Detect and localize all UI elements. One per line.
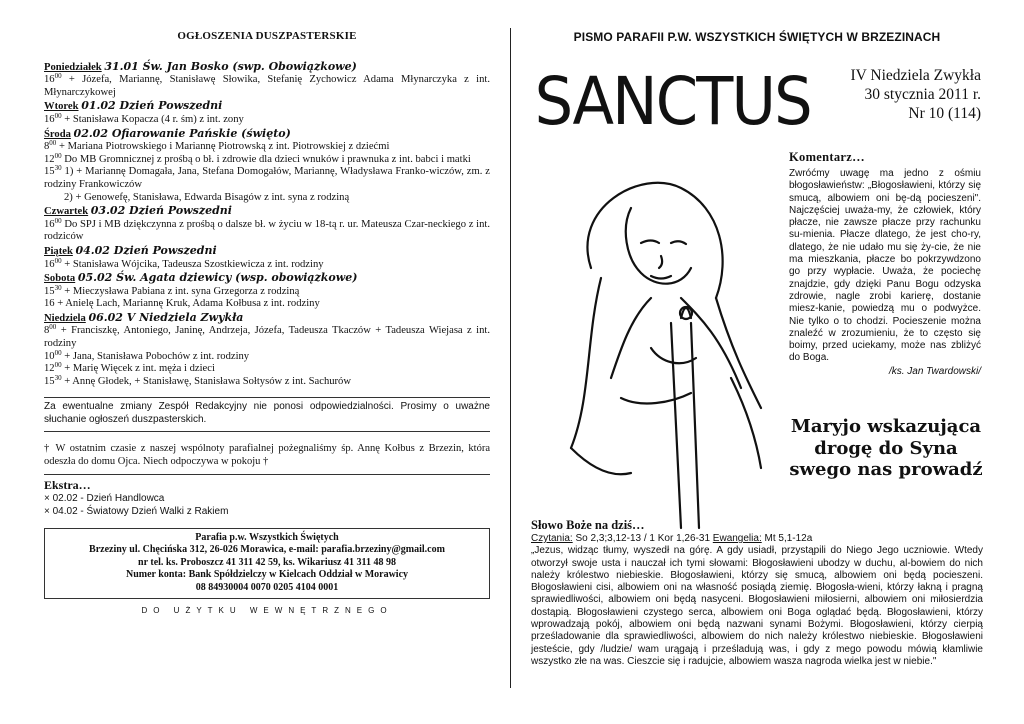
mass-intention	[44, 325, 490, 350]
mass-time-minutes: 00	[54, 111, 62, 120]
mass-time-minutes: 00	[54, 361, 62, 370]
logo-text: SANCTUS	[534, 62, 811, 140]
day-title: 01.02 Dzień Powszedni	[81, 99, 223, 113]
mass-intention	[44, 74, 490, 99]
newsletter-column	[531, 30, 983, 667]
mass-intention	[44, 256, 490, 272]
mass-intention	[44, 298, 490, 311]
mass-time: 8	[44, 325, 50, 337]
mass-time-minutes: 00	[54, 216, 62, 225]
gospel-ref: Mt 5,1-12a	[764, 533, 813, 544]
mass-time: 16	[44, 298, 55, 310]
mass-intention	[44, 141, 490, 154]
parish-contact-box	[44, 528, 490, 599]
day-heading	[44, 312, 490, 326]
mass-time-minutes: 00	[54, 256, 62, 265]
day-heading	[44, 61, 490, 75]
issue-date: 30 stycznia 2011 r.	[864, 86, 981, 103]
readings-refs: So 2,3;3,12-13 / 1 Kor 1,26-31	[575, 533, 711, 544]
mass-intention	[44, 151, 490, 167]
day-name: Niedziela	[44, 312, 86, 324]
mass-time-minutes: 30	[54, 164, 62, 173]
intention-text: + Stanisława Wójcika, Tadeusza Szostkiewicza z int. rodziny	[61, 258, 324, 270]
obituary-box: † W ostatnim czasie z naszej wspólnoty parafialnej pożegnaliśmy śp. Annę Kołbus z Brzezin, która odeszła do domu Ojca. Niech odpoczywa w pokoju †	[44, 432, 490, 475]
day-name: Sobota	[44, 273, 76, 285]
mass-intention	[44, 363, 490, 376]
day-name: Piątek	[44, 245, 73, 257]
intention-text: + Marię Więcek z int. męża i dzieci	[61, 363, 215, 375]
intention-text: + Annę Głodek, + Stanisławę, Stanisława Sołtysów z int. Sachurów	[61, 375, 352, 387]
mass-time-minutes: 30	[54, 373, 62, 382]
mass-time: 15	[44, 285, 55, 297]
contact-line: 08 84930004 0070 0205 4104 0001	[195, 581, 339, 593]
mass-time: 12	[44, 363, 55, 375]
mass-time-minutes: 00	[49, 323, 57, 332]
intention-text: + Mariana Piotrowskiego i Mariannę Piotrowską z int. Piotrowskiej z dziećmi	[56, 141, 390, 153]
mass-time: 16	[44, 218, 55, 230]
mass-time: 16	[44, 74, 55, 86]
day-list	[44, 61, 490, 389]
mass-intention	[44, 283, 490, 299]
mass-intention	[44, 373, 490, 389]
readings-line	[531, 533, 983, 545]
gospel-label: Ewangelia:	[712, 533, 762, 544]
mass-time-minutes: 00	[54, 348, 62, 357]
mass-time-minutes: 00	[49, 139, 57, 148]
mass-intention	[44, 216, 490, 244]
mass-time: 15	[44, 166, 55, 178]
readings-label: Czytania:	[531, 533, 573, 544]
day-heading	[44, 100, 490, 114]
day-name: Czwartek	[44, 206, 89, 218]
word-of-god-title: Słowo Boże na dziś…	[531, 518, 645, 532]
intention-text: + Jana, Stanisława Pobochów z int. rodziny	[61, 350, 250, 362]
day-title: 05.02 Św. Agata dziewicy (wsp. obowiązkowe)	[77, 271, 358, 285]
announcements-column	[44, 30, 490, 618]
ekstra-item: × 04.02 - Światowy Dzień Walki z Rakiem	[44, 506, 229, 518]
intention-text: Do MB Gromnicznej z prośbą o bł. i zdrowie dla dzieci wnuków i prawnuka z int. babci i matki	[61, 153, 471, 165]
mass-time: 12	[44, 153, 55, 165]
intention-text: + Stanisława Kopacza (4 r. śm) z int. zony	[61, 113, 244, 125]
mass-intention	[44, 348, 490, 364]
day-name: Środa	[44, 128, 71, 140]
mass-time: 8	[44, 141, 50, 153]
intention-text: 2) + Genowefę, Stanisława, Edwarda Bisagów z int. syna z rodziną	[64, 191, 350, 203]
mass-time: 10	[44, 350, 55, 362]
mass-intention	[44, 192, 490, 205]
newsletter-header: PISMO PARAFII P.W. WSZYSTKICH ŚWIĘTYCH W BRZEZINACH	[573, 30, 941, 44]
word-of-god-section	[531, 518, 983, 668]
day-title: 02.02 Ofiarowanie Pańskie (święto)	[73, 126, 291, 140]
announcements-title: OGŁOSZENIA DUSZPASTERSKIE	[177, 30, 357, 42]
day-name: Wtorek	[44, 101, 79, 113]
gospel-text: „Jezus, widząc tłumy, wyszedł na górę. A gdy usiadł, przystąpili do Niego Jego uczniowie. Wtedy otworzył swoje usta i nauczał ich tymi słowami: Błogosławieni ubodzy w duchu, al-bowiem do nich należy królestwo niebieskie. Błogosławieni, którzy się smucą, albowiem oni będą pocieszeni. Błogosławieni cisi, albowiem oni na własność posiądą ziemię. Błogosła-wieni, którzy łakną i pragną sprawiedliwości, albowiem oni będą nasyceni. Błogosławieni miłosierni, albowiem oni miłosierdzia dostąpią. Błogosławieni czystego serca, albowiem oni Boga oglądać będą. Błogosławieni, którzy wprowadzają pokój, albowiem oni będą nazwani synami Bożymi. Błogosławieni, którzy cierpią prześladowanie dla sprawiedliwości, albowiem do nich należy królestwo niebieskie. Błogosławieni jesteście, gdy /ludzie/ wam urągają i prześladują was, i gdy z mego powodu mówią kłamliwie wszystko złe na was. Cieszcie się i radujcie, albowiem wasza nagroda wielka jest w niebie."	[531, 545, 983, 667]
day-heading	[44, 245, 490, 259]
internal-use-footer: DO UŻYTKU WEWNĘTRZNEGO	[141, 606, 393, 616]
commentary-title: Komentarz…	[789, 150, 865, 164]
commentary-signature: /ks. Jan Twardowski/	[888, 365, 981, 377]
sanctus-logo	[531, 54, 811, 140]
mass-time-minutes: 30	[54, 283, 62, 292]
contact-line: Parafia p.w. Wszystkich Świętych	[195, 532, 339, 544]
day-heading	[44, 272, 490, 286]
mass-time-minutes: 00	[54, 151, 62, 160]
intention-text: + Franciszkę, Antoniego, Janinę, Andrzeja, Józefa, Tadeusza Tkaczów + Tadeusza Wiejasa z int. rodziny	[44, 325, 490, 350]
column-divider	[510, 28, 511, 688]
mass-time: 16	[44, 113, 55, 125]
issue-number: Nr 10 (114)	[908, 105, 981, 122]
day-heading	[44, 205, 490, 219]
notice-box: Za ewentualne zmiany Zespół Redakcyjny nie ponosi odpowiedzialności. Prosimy o uważne słuchanie ogłoszeń duszpasterskich.	[44, 397, 490, 432]
contact-line: nr tel. ks. Proboszcz 41 311 42 59, ks. Wikariusz 41 311 48 98	[138, 556, 396, 568]
mass-intention	[44, 166, 490, 191]
ekstra-item: × 02.02 - Dzień Handlowca	[44, 493, 165, 505]
ekstra-title: Ekstra…	[44, 478, 91, 493]
madonna-illustration	[531, 148, 781, 528]
day-title: 31.01 Św. Jan Bosko (swp. Obowiązkowe)	[104, 59, 357, 73]
day-title: 03.02 Dzień Powszedni	[90, 204, 232, 218]
commentary-section	[789, 150, 981, 377]
marian-motto: Maryjo wskazująca drogę do Syna swego nas prowadź	[789, 416, 983, 480]
day-name: Poniedziałek	[44, 61, 102, 73]
contact-line: Numer konta: Bank Spółdzielczy w Kielcach Oddział w Morawicy	[125, 569, 409, 581]
issue-info	[850, 66, 981, 123]
day-title: 04.02 Dzień Powszedni	[75, 243, 217, 257]
mass-time-minutes: 00	[54, 72, 62, 81]
commentary-text: Zwróćmy uwagę ma jedno z ośmiu błogosławieństw: „Błogosławieni, którzy się smucą, albowiem oni bę-dą pocieszeni". Najczęściej uważa-my, że człowiek, który płacze, nie zawsze płacze przy rachunku su-mienia. Płacze dlatego, że jest cho-ry, dlatego, że nie udało mu się ży-cie, że nie ma mieszkania, płacze bo pokrzywdzono go przy wypłacie. Uważa, że pociechę znajdzie, gdy dzięki Panu Bogu odzyska zdrowie, nagle zrobi karierę, dostanie miesz-kanie, powiedzą mu o podwyżce. Nie tylko o to chodzi. Pocieszenie można znaleźć w zrozumieniu, że to często się boimy, przed uciekamy, może nas zbliżyć do Boga.	[789, 168, 981, 364]
day-title: 06.02 V Niedziela Zwykła	[88, 310, 244, 324]
day-heading	[44, 128, 490, 142]
mass-time: 15	[44, 375, 55, 387]
mass-time: 16	[44, 258, 55, 270]
contact-line: Brzeziny ul. Chęcińska 312, 26-026 Morawica, e-mail: parafia.brzeziny@gmail.com	[89, 544, 445, 556]
intention-text: + Mieczysława Pabiana z int. syna Grzegorza z rodziną	[61, 285, 300, 297]
intention-text: Do SPJ i MB dziękczynna z prośbą o dalsze bł. w życiu w 18-tą r. ur. Mateusza Czar-neckiego z int. rodziców	[44, 218, 490, 243]
mass-intention	[44, 111, 490, 127]
intention-text: + Anielę Lach, Mariannę Kruk, Adama Kołbusa z int. rodziny	[54, 298, 320, 310]
issue-sunday: IV Niedziela Zwykła	[850, 67, 981, 84]
intention-text: + Józefa, Mariannę, Stanisławę Słowika, Stefanię Zychowicz Adama Młynarczyka z int. Młynarczykowej	[44, 74, 490, 98]
intention-text: 1) + Mariannę Domagała, Jana, Stefana Domogałów, Mariannę, Władysława Franko-wiczów, zm. z rodziny Frankowiczów	[44, 166, 490, 190]
